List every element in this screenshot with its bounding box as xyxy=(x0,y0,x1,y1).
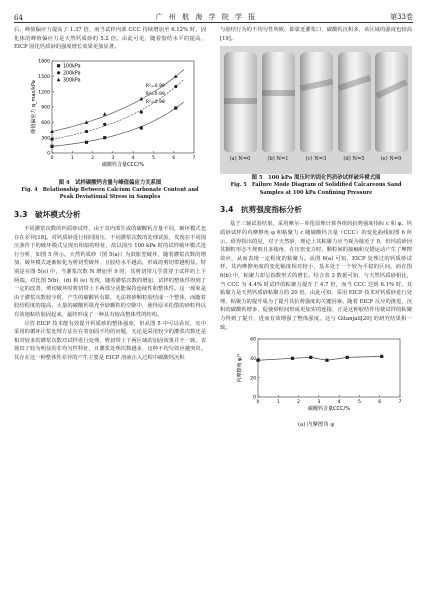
legend-label: 100kPa xyxy=(63,64,81,70)
x-axis-label: 碳酸钙含量CCC/% xyxy=(102,161,144,168)
data-point xyxy=(85,130,88,133)
data-point xyxy=(103,136,106,139)
fit-annotation: R²=0.99 xyxy=(145,83,165,89)
figure-6a xyxy=(220,335,412,429)
x-tick-label: 2 xyxy=(297,400,301,406)
fig4-chart xyxy=(14,55,206,175)
data-point xyxy=(291,357,294,360)
sample-photo-b xyxy=(262,52,295,152)
fig5-photo xyxy=(220,46,412,174)
section-3-4-title: 3.4 抗剪强度指标分析 xyxy=(220,205,302,215)
left-column xyxy=(14,26,206,362)
data-point xyxy=(346,356,349,359)
x-tick-label: 3 xyxy=(317,400,321,406)
x-tick-label: 5 xyxy=(151,155,155,161)
x-tick-label: 1 xyxy=(276,400,280,406)
data-point xyxy=(309,356,312,359)
journal-title: 广 州 航 海 学 院 学 报 xyxy=(155,13,258,21)
legend-marker xyxy=(57,78,61,82)
data-point xyxy=(325,359,328,362)
sample-photo-a xyxy=(224,52,257,152)
fit-annotation: R²=0.99 xyxy=(145,91,165,97)
data-point xyxy=(256,359,259,362)
fig5-label-c: (c) N=3 xyxy=(305,156,327,163)
right-intro-paragraph: 与胶结行为的不均匀性所致，即靠近灌浆口，碳酸钙沉积多，该区域的强度也较高[19]。 xyxy=(220,27,412,42)
y-tick-label: 1500 xyxy=(38,74,50,80)
legend-marker xyxy=(57,64,60,67)
data-point xyxy=(103,123,106,126)
x-tick-label: 0 xyxy=(256,400,260,406)
x-axis-label: 碳酸钙含量CCC/% xyxy=(308,406,350,413)
fig4-caption-cn: 图 4 试样碳酸钙含量与峰值偏应力关系图 xyxy=(58,179,162,186)
fig4-caption-en: Fig. 4 Relationship Between Calcium Carbonate Content and Peak Deviational Stress in Samples xyxy=(21,186,199,201)
data-point xyxy=(140,126,143,129)
data-point xyxy=(50,145,53,148)
fig6a-caption: (a) 内摩擦角 φ xyxy=(297,422,335,429)
data-point xyxy=(140,110,143,113)
fig5-caption-cn: 图 5 100 kPa 围压时的固化钙质砂试样破坏模式图 xyxy=(251,175,381,182)
fig5-label-b: (b) N=1 xyxy=(267,156,289,163)
fig5-caption-en: Fig. 5 Failure Mode Diagram of Solidified Calcareous Sand Samples at 100 kPa Confining Pressure xyxy=(230,182,402,196)
data-point xyxy=(174,85,177,88)
fig6a-chart xyxy=(220,335,412,417)
x-tick-label: 4 xyxy=(131,155,135,161)
legend-marker xyxy=(57,71,60,74)
y-tick-label: 300 xyxy=(41,136,50,142)
legend-label: 300kPa xyxy=(63,78,81,84)
x-tick-label: 1 xyxy=(70,155,74,161)
data-point xyxy=(50,137,53,140)
x-tick-label: 3 xyxy=(111,155,115,161)
page-number: 64 xyxy=(14,14,23,22)
x-tick-label: 5 xyxy=(357,400,361,406)
x-tick-label: 4 xyxy=(337,400,341,406)
running-header xyxy=(14,8,413,23)
y-tick-label: 0 xyxy=(47,151,50,157)
section-3-3-paragraph-2: 尽管 EICP 技术能有效提升钙质砂的整体强度，但从图 5 中可以看出，实中采用的循环注浆处理方法存在着加固不均的问题，无论是采用较少的灌浆次数还是相对较多的灌浆次数对试样进行处理，剪切带上下两区域的加固效果并不一致，表现出了较为明显的非均匀性特征，且灌浆处理次数越多，这种不均匀效应越突出。其存在这一种整体性差异的产生主要是 EICP 溶液注入过程中碳酸钙沉积 xyxy=(14,320,206,361)
data-point xyxy=(85,140,88,143)
series-line xyxy=(258,356,382,360)
fig5-label-e: (e) N=9 xyxy=(380,156,402,163)
right-column xyxy=(220,26,412,429)
fit-annotation: R²=0.98 xyxy=(145,99,165,105)
section-3-3-title: 3.3 破坏模式分析 xyxy=(14,209,81,219)
left-intro-paragraph: 后，峰值偏应力提高了 1.37 倍，而当试样内部 CCC 持续增加至 6.12% 时，固化体的峰值偏应力是天然钙质砂的 5.2 倍。由此可见，随着胶结水平的提高，EICP 固化钙质砂的强度增长效果更加显著。 xyxy=(14,27,206,51)
y-tick-label: 1200 xyxy=(38,90,50,96)
y-tick-label: 20 xyxy=(250,376,256,382)
y-tick-label: 0 xyxy=(253,395,256,401)
y-tick-label: 40 xyxy=(250,357,256,363)
figure-5 xyxy=(220,46,412,197)
y-tick-label: 900 xyxy=(41,105,50,111)
x-tick-label: 6 xyxy=(172,155,176,161)
data-point xyxy=(380,355,383,358)
y-tick-label: 1800 xyxy=(38,59,50,65)
y-tick-label: 600 xyxy=(41,120,50,126)
data-point xyxy=(103,112,107,116)
y-axis-label: 内摩擦角 φ/° xyxy=(237,353,243,383)
x-tick-label: 2 xyxy=(91,155,95,161)
y-axis-label: 峰值偏应力 q_max/kPa xyxy=(31,79,37,134)
fig5-label-a: (a) N=0 xyxy=(229,156,251,163)
x-tick-label: 6 xyxy=(378,400,382,406)
x-tick-label: 7 xyxy=(398,400,402,406)
y-tick-label: 60 xyxy=(250,337,256,343)
x-tick-label: 7 xyxy=(192,155,196,161)
fig5-label-d: (d) N=5 xyxy=(343,156,365,163)
section-3-4-paragraph-1: 基于三轴试验结果，采用摩尔－库伦原理计算各组的抗剪强度指标 c 和 φ。钙质砂试样的内摩擦角 φ 和粘聚力 c 随碳酸钙含量（CCC）的变化曲线如图 6 所示。值得指出的是，对于天然砂，理论上其粘聚力应当视为接近于 0，但钙质砂因其颗粒形态不规则且多棱角，在压密变力时，颗粒间的接触和交错运动产生了摩擦效应，从而表现一定程度的粘聚力。从图 6(a) 可知，EICP 处理过的钙质砂试样，其内摩擦角度的变化幅度相对较小，基本处于一个较为平稳的区间。而在图 6(b) 中，粘聚力却呈指数形式的增长。结合表 3 数据可知，与天然钙质砂相比，当 CCC 为 4.4% 时试样的粘聚力提升了 4.7 倍，而当 CCC 达到 6.1% 时，其粘聚力是天然钙质砂粘聚力的 20 倍。由此可知，采用 EICP 技术对钙质砂进行处理，粘聚力的提升成为了提升其抗剪强度的关键因素。随着 EICP 反应的推进，沉积的碳酸钙增多，促使砂粒间形成更加实的连接，正是这种胶结作用使试样的粘聚力得到了提升，进而有效增强了整体强度。这与 Gitanjali[20] 的研究结果相一致。 xyxy=(220,221,412,331)
sample-photo-d xyxy=(338,52,371,152)
figure-4 xyxy=(14,55,206,202)
data-point xyxy=(174,106,177,109)
legend-label: 200kPa xyxy=(63,71,81,77)
section-3-3-paragraph-1: 不同灌浆次数的钙质砂试样，由于其内部生成的碳酸钙含量不同，破坏模式也存在差异[18]。对钙质砂进行相同围压、不同灌浆次数的处理试验，发现在不同围压条件下的破坏模式呈现出相似的特征，故以围压 100 kPa 时的试样破坏模式进行分析，如图 5 所示。天然钙质砂（图 5(a)）为鼓胀型破坏，随着灌浆次数的增加，破坏模式逐渐转化为剪切型破坏，且胶结水平越高，形成的剪切带越明显。特别是在图 5(e) 中，当灌浆次数 N 增加至 9 时，其剪切带几乎贯穿于试样的上下两端。对比图 5(b)、(d) 和 (e) 发现，随着灌浆次数的增加，试样的整体性得到了一定的改善，剪切破坏时剪切带上下两部分更能保持连续性和整体性。这一现象是由于灌浆次数较少时，产生的碳酸钙有限，无法将砂颗粒胶结成一个整体，而随着胶结程度的提高，大量的碳酸钙填充至砂颗粒的空隙中，使得原本松散的砂粒得以有效地粘结胶固起来，最终形成了一种具有较高整体性的结构。 xyxy=(14,225,206,318)
plot-frame xyxy=(258,339,400,397)
fit-curve-100kPa xyxy=(52,102,184,146)
sample-photo-c xyxy=(300,52,333,152)
x-tick-label: 0 xyxy=(50,155,54,161)
volume-number: 第33卷 xyxy=(390,13,413,21)
sample-photo-e xyxy=(375,52,408,152)
